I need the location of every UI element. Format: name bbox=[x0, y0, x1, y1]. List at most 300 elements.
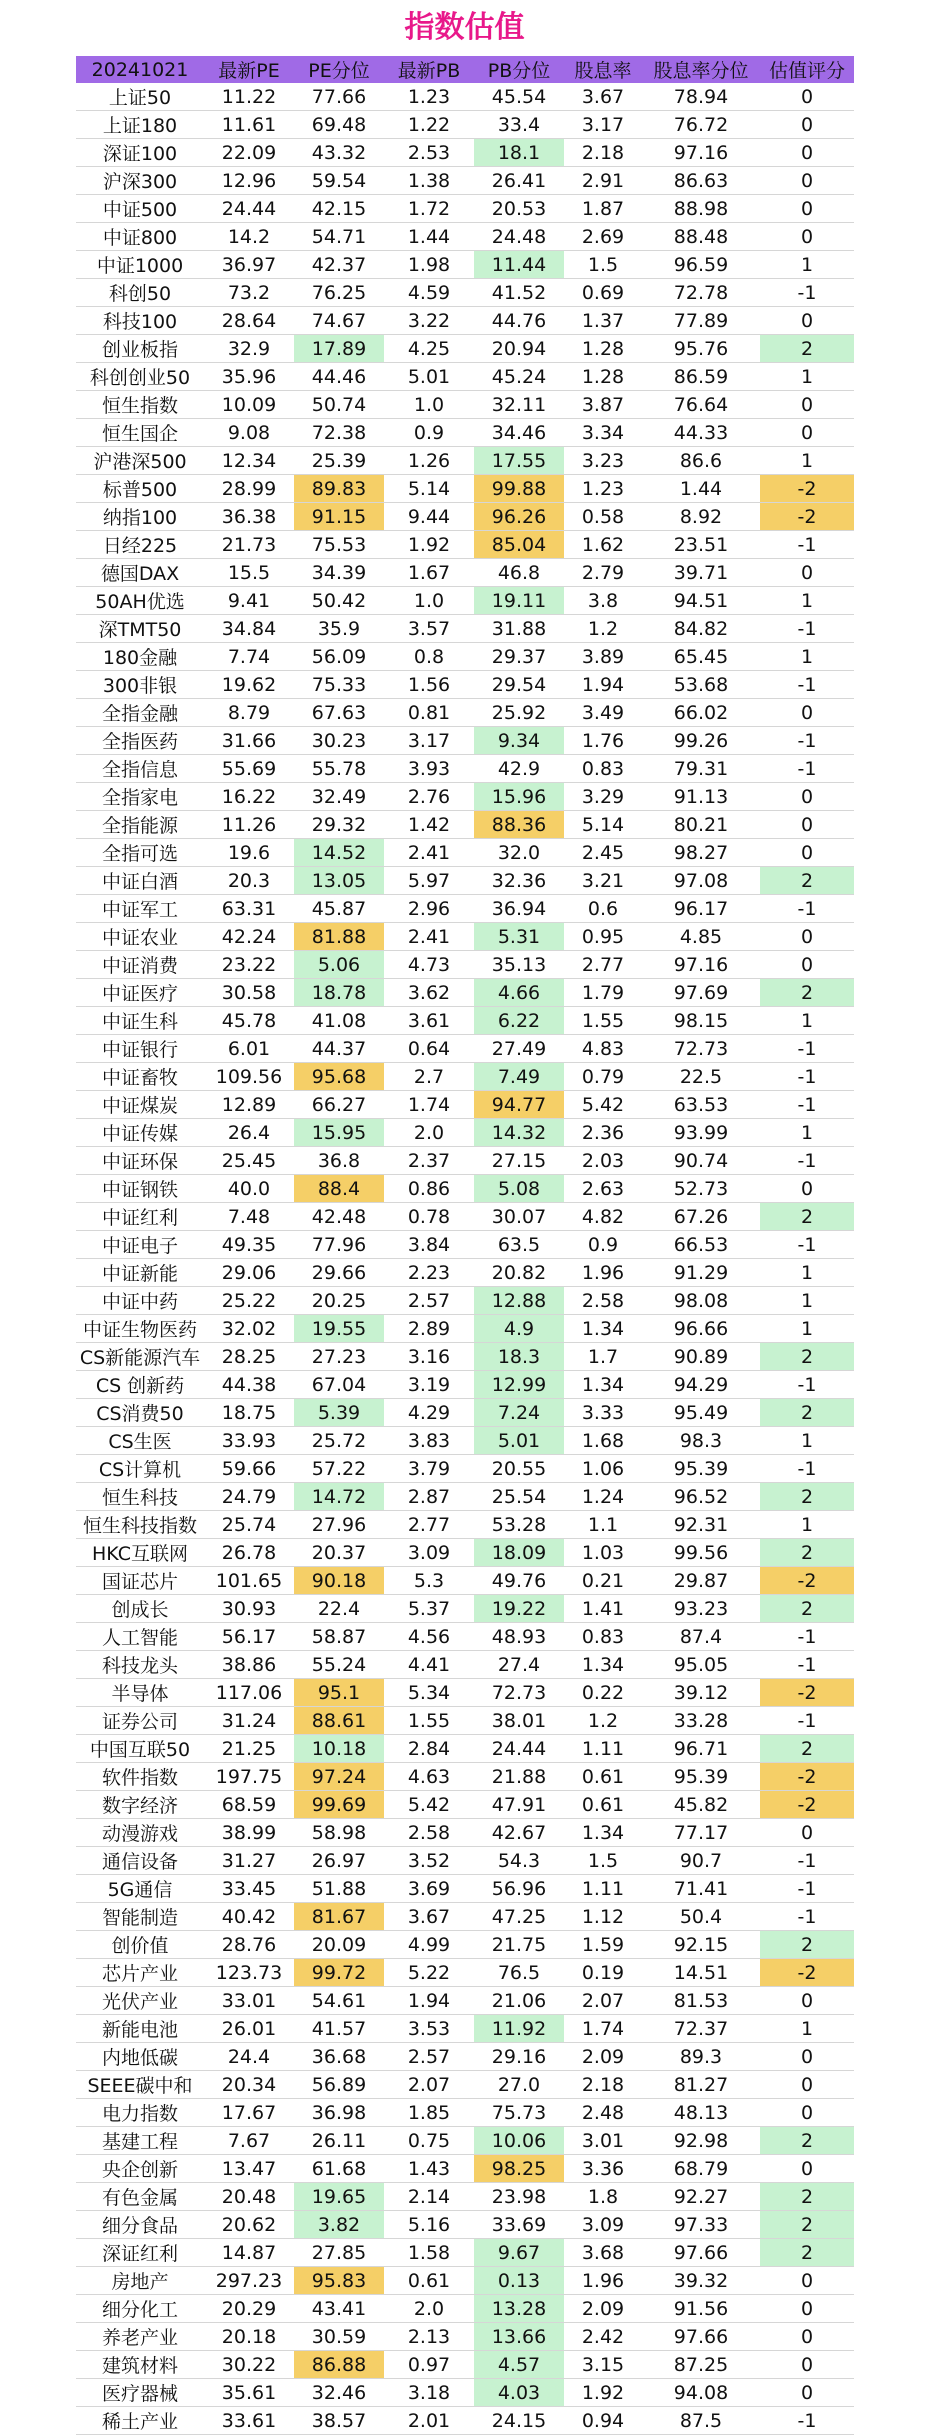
valuation-score-cell: 0 bbox=[800, 561, 814, 584]
pb-cell: 3.62 bbox=[407, 981, 451, 1004]
dividend-percentile-cell: 81.27 bbox=[673, 2073, 729, 2096]
pb-percentile-cell: 47.25 bbox=[491, 1905, 547, 1928]
valuation-score-cell: 1 bbox=[800, 1429, 814, 1452]
valuation-score-cell: -1 bbox=[797, 1905, 817, 1928]
dividend-percentile-cell: 33.28 bbox=[673, 1709, 729, 1732]
dividend-percentile-cell: 81.53 bbox=[673, 1989, 729, 2012]
pb-cell: 2.13 bbox=[407, 2325, 451, 2348]
pe-percentile-cell: 44.46 bbox=[311, 365, 367, 388]
pb-percentile-cell: 4.03 bbox=[474, 2379, 564, 2407]
index-name-cell: 科技100 bbox=[102, 311, 178, 333]
index-name-cell: 中证中药 bbox=[101, 1291, 178, 1313]
pb-percentile-cell: 99.88 bbox=[474, 475, 564, 503]
pe-percentile-cell: 55.78 bbox=[311, 757, 367, 780]
pb-percentile-cell: 23.98 bbox=[491, 2185, 547, 2208]
pe-cell: 40.0 bbox=[227, 1177, 271, 1200]
pb-percentile-cell: 0.13 bbox=[474, 2267, 564, 2295]
pb-percentile-cell: 14.32 bbox=[474, 1119, 564, 1147]
pe-cell: 15.5 bbox=[227, 561, 271, 584]
dividend-percentile-cell: 80.21 bbox=[673, 813, 729, 836]
dividend-percentile-cell: 78.94 bbox=[673, 85, 729, 108]
pe-percentile-cell: 77.66 bbox=[311, 85, 367, 108]
pe-percentile-cell: 75.33 bbox=[311, 673, 367, 696]
valuation-score-cell: -1 bbox=[797, 1065, 817, 1088]
dividend-yield-cell: 3.01 bbox=[581, 2129, 625, 2152]
pb-cell: 5.22 bbox=[407, 1961, 451, 1984]
pb-percentile-cell: 24.44 bbox=[491, 1737, 547, 1760]
pe-percentile-cell: 57.22 bbox=[311, 1457, 367, 1480]
pb-cell: 4.25 bbox=[407, 337, 451, 360]
pe-percentile-cell: 95.83 bbox=[294, 2267, 384, 2295]
dividend-percentile-cell: 44.33 bbox=[673, 421, 729, 444]
pe-cell: 63.31 bbox=[221, 897, 277, 920]
index-name-cell: 上证180 bbox=[102, 115, 178, 137]
pe-cell: 20.48 bbox=[221, 2185, 277, 2208]
dividend-percentile-cell: 86.63 bbox=[673, 169, 729, 192]
dividend-yield-cell: 4.82 bbox=[581, 1205, 625, 1228]
pe-percentile-cell: 32.49 bbox=[311, 785, 367, 808]
pe-percentile-cell: 30.23 bbox=[311, 729, 367, 752]
dividend-yield-cell: 2.09 bbox=[581, 2297, 625, 2320]
dividend-percentile-cell: 77.17 bbox=[673, 1821, 729, 1844]
pe-cell: 33.93 bbox=[221, 1429, 277, 1452]
pb-cell: 2.87 bbox=[407, 1485, 451, 1508]
pe-cell: 123.73 bbox=[215, 1961, 283, 1984]
index-name-cell: 养老产业 bbox=[101, 2327, 178, 2349]
pb-cell: 3.69 bbox=[407, 1877, 451, 1900]
pb-percentile-cell: 54.3 bbox=[497, 1849, 541, 1872]
dividend-percentile-cell: 96.71 bbox=[673, 1737, 729, 1760]
pe-percentile-cell: 42.48 bbox=[311, 1205, 367, 1228]
valuation-score-cell: 1 bbox=[800, 1317, 814, 1340]
dividend-percentile-cell: 72.73 bbox=[673, 1037, 729, 1060]
pb-percentile-cell: 27.49 bbox=[491, 1037, 547, 1060]
dividend-yield-cell: 3.87 bbox=[581, 393, 625, 416]
pb-percentile-cell: 7.49 bbox=[474, 1063, 564, 1091]
pe-percentile-cell: 54.71 bbox=[311, 225, 367, 248]
pe-percentile-cell: 41.08 bbox=[311, 1009, 367, 1032]
pb-cell: 1.74 bbox=[407, 1093, 451, 1116]
table-row bbox=[76, 2183, 854, 2211]
valuation-score-cell: -1 bbox=[797, 1653, 817, 1676]
dividend-yield-cell: 1.24 bbox=[581, 1485, 625, 1508]
pb-percentile-cell: 48.93 bbox=[491, 1625, 547, 1648]
dividend-percentile-cell: 52.73 bbox=[673, 1177, 729, 1200]
dividend-yield-cell: 3.67 bbox=[581, 85, 625, 108]
pb-percentile-cell: 94.77 bbox=[474, 1091, 564, 1119]
index-name-cell: 创业板指 bbox=[101, 339, 178, 361]
dividend-yield-cell: 0.58 bbox=[581, 505, 625, 528]
pe-percentile-cell: 42.37 bbox=[311, 253, 367, 276]
dividend-percentile-cell: 66.53 bbox=[673, 1233, 729, 1256]
valuation-score-cell: 1 bbox=[800, 2017, 814, 2040]
pb-cell: 4.59 bbox=[407, 281, 451, 304]
pe-percentile-cell: 30.59 bbox=[311, 2325, 367, 2348]
pb-cell: 3.79 bbox=[407, 1457, 451, 1480]
dividend-yield-cell: 1.11 bbox=[581, 1737, 625, 1760]
pb-percentile-cell: 25.54 bbox=[491, 1485, 547, 1508]
index-name-cell: 房地产 bbox=[111, 2271, 169, 2293]
table-row bbox=[76, 1147, 854, 1175]
valuation-score-cell: -2 bbox=[760, 1679, 854, 1707]
dividend-percentile-cell: 39.12 bbox=[673, 1681, 729, 1704]
table-row bbox=[76, 307, 854, 335]
dividend-yield-cell: 1.5 bbox=[587, 1849, 619, 1872]
pe-percentile-cell: 86.88 bbox=[294, 2351, 384, 2379]
pe-percentile-cell: 99.72 bbox=[294, 1959, 384, 1987]
dividend-yield-cell: 1.11 bbox=[581, 1877, 625, 1900]
valuation-score-cell: -2 bbox=[760, 1567, 854, 1595]
dividend-yield-cell: 1.76 bbox=[581, 729, 625, 752]
table-row bbox=[76, 1959, 854, 1987]
pe-cell: 31.66 bbox=[221, 729, 277, 752]
header-pe-percentile: PE分位 bbox=[294, 56, 384, 83]
pb-cell: 3.83 bbox=[407, 1429, 451, 1452]
table-row bbox=[76, 1259, 854, 1287]
index-name-cell: 沪深300 bbox=[102, 171, 178, 193]
valuation-score-cell: -1 bbox=[797, 1233, 817, 1256]
pb-cell: 2.07 bbox=[407, 2073, 451, 2096]
pb-cell: 0.86 bbox=[407, 1177, 451, 1200]
pe-percentile-cell: 66.27 bbox=[311, 1093, 367, 1116]
pb-percentile-cell: 18.09 bbox=[474, 1539, 564, 1567]
dividend-percentile-cell: 67.26 bbox=[673, 1205, 729, 1228]
table-row bbox=[76, 1343, 854, 1371]
pb-cell: 4.63 bbox=[407, 1765, 451, 1788]
table-row bbox=[76, 1287, 854, 1315]
index-name-cell: 科创创业50 bbox=[89, 367, 191, 389]
dividend-yield-cell: 2.36 bbox=[581, 1121, 625, 1144]
dividend-percentile-cell: 99.26 bbox=[673, 729, 729, 752]
pe-percentile-cell: 43.32 bbox=[311, 141, 367, 164]
pb-percentile-cell: 45.24 bbox=[491, 365, 547, 388]
index-name-cell: 中证军工 bbox=[101, 899, 178, 921]
pe-percentile-cell: 58.87 bbox=[311, 1625, 367, 1648]
table-row bbox=[76, 1875, 854, 1903]
table-row bbox=[76, 531, 854, 559]
index-name-cell: 50AH优选 bbox=[95, 591, 185, 613]
pe-cell: 28.64 bbox=[221, 309, 277, 332]
pb-percentile-cell: 5.08 bbox=[474, 1175, 564, 1203]
valuation-score-cell: 2 bbox=[760, 1735, 854, 1763]
dividend-percentile-cell: 86.6 bbox=[679, 449, 723, 472]
index-name-cell: 中证消费 bbox=[101, 955, 178, 977]
pe-cell: 32.02 bbox=[221, 1317, 277, 1340]
pb-cell: 0.81 bbox=[407, 701, 451, 724]
table-row bbox=[76, 1455, 854, 1483]
pe-percentile-cell: 56.89 bbox=[311, 2073, 367, 2096]
pb-cell: 1.43 bbox=[407, 2157, 451, 2180]
index-name-cell: 电力指数 bbox=[101, 2103, 178, 2125]
index-name-cell: 5G通信 bbox=[107, 1879, 173, 1901]
dividend-yield-cell: 0.21 bbox=[581, 1569, 625, 1592]
pe-percentile-cell: 88.61 bbox=[294, 1707, 384, 1735]
valuation-score-cell: -1 bbox=[797, 1625, 817, 1648]
dividend-yield-cell: 3.89 bbox=[581, 645, 625, 668]
pb-percentile-cell: 31.88 bbox=[491, 617, 547, 640]
dividend-percentile-cell: 94.29 bbox=[673, 1373, 729, 1396]
table-row bbox=[76, 755, 854, 783]
pe-cell: 9.41 bbox=[227, 589, 271, 612]
pe-cell: 20.62 bbox=[221, 2213, 277, 2236]
index-name-cell: 恒生国企 bbox=[101, 423, 178, 445]
valuation-score-cell: 0 bbox=[800, 225, 814, 248]
pe-percentile-cell: 55.24 bbox=[311, 1653, 367, 1676]
dividend-percentile-cell: 97.08 bbox=[673, 869, 729, 892]
pe-percentile-cell: 95.68 bbox=[294, 1063, 384, 1091]
dividend-percentile-cell: 50.4 bbox=[679, 1905, 723, 1928]
index-name-cell: 数字经济 bbox=[101, 1795, 178, 1817]
table-row bbox=[76, 111, 854, 139]
pe-cell: 42.24 bbox=[221, 925, 277, 948]
index-name-cell: 中证生物医药 bbox=[82, 1319, 197, 1341]
dividend-yield-cell: 3.34 bbox=[581, 421, 625, 444]
pe-percentile-cell: 41.57 bbox=[311, 2017, 367, 2040]
table-row bbox=[76, 1063, 854, 1091]
dividend-percentile-cell: 94.51 bbox=[673, 589, 729, 612]
pe-percentile-cell: 81.67 bbox=[294, 1903, 384, 1931]
dividend-percentile-cell: 8.92 bbox=[679, 505, 723, 528]
index-name-cell: 新能电池 bbox=[101, 2019, 178, 2041]
index-name-cell: 中证生科 bbox=[101, 1011, 178, 1033]
pe-percentile-cell: 27.85 bbox=[311, 2241, 367, 2264]
valuation-score-cell: -1 bbox=[797, 2409, 817, 2432]
pe-percentile-cell: 58.98 bbox=[311, 1821, 367, 1844]
dividend-percentile-cell: 87.5 bbox=[679, 2409, 723, 2432]
pb-cell: 2.14 bbox=[407, 2185, 451, 2208]
pe-percentile-cell: 89.83 bbox=[294, 475, 384, 503]
index-name-cell: 中证白酒 bbox=[101, 871, 178, 893]
pe-percentile-cell: 77.96 bbox=[311, 1233, 367, 1256]
index-name-cell: 中证500 bbox=[102, 199, 178, 221]
pe-percentile-cell: 22.4 bbox=[317, 1597, 361, 1620]
dividend-percentile-cell: 79.31 bbox=[673, 757, 729, 780]
dividend-percentile-cell: 95.39 bbox=[673, 1765, 729, 1788]
pb-percentile-cell: 32.0 bbox=[497, 841, 541, 864]
valuation-score-cell: 2 bbox=[760, 1539, 854, 1567]
index-name-cell: 标普500 bbox=[102, 479, 178, 501]
pb-percentile-cell: 35.13 bbox=[491, 953, 547, 976]
pe-cell: 25.22 bbox=[221, 1289, 277, 1312]
dividend-yield-cell: 3.29 bbox=[581, 785, 625, 808]
dividend-percentile-cell: 90.74 bbox=[673, 1149, 729, 1172]
table-row bbox=[76, 979, 854, 1007]
pe-cell: 19.6 bbox=[227, 841, 271, 864]
index-name-cell: CS新能源汽车 bbox=[79, 1347, 201, 1369]
table-row bbox=[76, 1735, 854, 1763]
pb-cell: 2.53 bbox=[407, 141, 451, 164]
index-name-cell: 创价值 bbox=[111, 1935, 169, 1957]
dividend-percentile-cell: 66.02 bbox=[673, 701, 729, 724]
index-name-cell: 证券公司 bbox=[101, 1711, 178, 1733]
valuation-score-cell: 0 bbox=[800, 2297, 814, 2320]
pe-percentile-cell: 27.23 bbox=[311, 1345, 367, 1368]
table-row bbox=[76, 923, 854, 951]
pb-percentile-cell: 53.28 bbox=[491, 1513, 547, 1536]
pe-cell: 24.79 bbox=[221, 1485, 277, 1508]
table-body bbox=[76, 83, 854, 2435]
pe-percentile-cell: 26.11 bbox=[311, 2129, 367, 2152]
dividend-percentile-cell: 63.53 bbox=[673, 1093, 729, 1116]
pb-percentile-cell: 9.67 bbox=[474, 2239, 564, 2267]
dividend-yield-cell: 4.83 bbox=[581, 1037, 625, 1060]
pb-cell: 4.29 bbox=[407, 1401, 451, 1424]
index-name-cell: HKC互联网 bbox=[92, 1543, 188, 1565]
table-row bbox=[76, 335, 854, 363]
pe-percentile-cell: 43.41 bbox=[311, 2297, 367, 2320]
valuation-score-cell: 1 bbox=[800, 1289, 814, 1312]
dividend-yield-cell: 0.6 bbox=[587, 897, 619, 920]
dividend-yield-cell: 1.96 bbox=[581, 2269, 625, 2292]
pe-cell: 30.22 bbox=[221, 2353, 277, 2376]
valuation-score-cell: 0 bbox=[800, 141, 814, 164]
pe-percentile-cell: 19.65 bbox=[294, 2183, 384, 2211]
pe-cell: 20.18 bbox=[221, 2325, 277, 2348]
pb-cell: 3.09 bbox=[407, 1541, 451, 1564]
dividend-percentile-cell: 23.51 bbox=[673, 533, 729, 556]
index-name-cell: 光伏产业 bbox=[101, 1991, 178, 2013]
dividend-yield-cell: 1.59 bbox=[581, 1933, 625, 1956]
pb-cell: 2.58 bbox=[407, 1821, 451, 1844]
pe-percentile-cell: 18.78 bbox=[294, 979, 384, 1007]
index-name-cell: 上证50 bbox=[108, 87, 172, 109]
pb-cell: 1.58 bbox=[407, 2241, 451, 2264]
dividend-yield-cell: 2.18 bbox=[581, 2073, 625, 2096]
pb-percentile-cell: 5.01 bbox=[474, 1427, 564, 1455]
table-row bbox=[76, 671, 854, 699]
valuation-score-cell: 0 bbox=[800, 925, 814, 948]
dividend-percentile-cell: 84.82 bbox=[673, 617, 729, 640]
pe-cell: 10.09 bbox=[221, 393, 277, 416]
dividend-percentile-cell: 14.51 bbox=[673, 1961, 729, 1984]
table-row bbox=[76, 83, 854, 111]
dividend-yield-cell: 1.34 bbox=[581, 1317, 625, 1340]
dividend-percentile-cell: 91.29 bbox=[673, 1261, 729, 1284]
valuation-score-cell: 0 bbox=[800, 1989, 814, 2012]
pb-cell: 1.72 bbox=[407, 197, 451, 220]
pe-cell: 21.73 bbox=[221, 533, 277, 556]
table-row bbox=[76, 475, 854, 503]
pb-cell: 2.37 bbox=[407, 1149, 451, 1172]
valuation-score-cell: 1 bbox=[800, 1121, 814, 1144]
pb-percentile-cell: 29.54 bbox=[491, 673, 547, 696]
pb-cell: 3.53 bbox=[407, 2017, 451, 2040]
pe-percentile-cell: 15.95 bbox=[294, 1119, 384, 1147]
pe-percentile-cell: 14.72 bbox=[294, 1483, 384, 1511]
pe-cell: 68.59 bbox=[221, 1793, 277, 1816]
pe-cell: 35.96 bbox=[221, 365, 277, 388]
table-row bbox=[76, 279, 854, 307]
index-name-cell: CS消费50 bbox=[96, 1403, 184, 1425]
dividend-yield-cell: 2.58 bbox=[581, 1289, 625, 1312]
dividend-yield-cell: 1.23 bbox=[581, 477, 625, 500]
page-title: 指数估值 bbox=[404, 10, 525, 45]
table-row bbox=[76, 1903, 854, 1931]
dividend-percentile-cell: 71.41 bbox=[673, 1877, 729, 1900]
pe-percentile-cell: 38.57 bbox=[311, 2409, 367, 2432]
valuation-score-cell: 0 bbox=[800, 785, 814, 808]
valuation-score-cell: -1 bbox=[797, 1709, 817, 1732]
dividend-percentile-cell: 98.3 bbox=[679, 1429, 723, 1452]
table-row bbox=[76, 1623, 854, 1651]
table-row bbox=[76, 1315, 854, 1343]
table-row bbox=[76, 1651, 854, 1679]
pb-cell: 4.73 bbox=[407, 953, 451, 976]
table-row bbox=[76, 811, 854, 839]
dividend-yield-cell: 2.79 bbox=[581, 561, 625, 584]
index-name-cell: 中国互联50 bbox=[89, 1739, 191, 1761]
index-name-cell: 日经225 bbox=[102, 535, 178, 557]
dividend-percentile-cell: 92.98 bbox=[673, 2129, 729, 2152]
pe-cell: 30.93 bbox=[221, 1597, 277, 1620]
table-row bbox=[76, 363, 854, 391]
valuation-score-cell: -1 bbox=[797, 1093, 817, 1116]
valuation-score-cell: 2 bbox=[760, 1203, 854, 1231]
pe-percentile-cell: 51.88 bbox=[311, 1877, 367, 1900]
pe-percentile-cell: 88.4 bbox=[294, 1175, 384, 1203]
dividend-percentile-cell: 68.79 bbox=[673, 2157, 729, 2180]
pe-percentile-cell: 50.74 bbox=[311, 393, 367, 416]
dividend-yield-cell: 0.95 bbox=[581, 925, 625, 948]
table-row bbox=[76, 447, 854, 475]
index-name-cell: 半导体 bbox=[111, 1683, 169, 1705]
index-name-cell: 中证钢铁 bbox=[101, 1179, 178, 1201]
dividend-percentile-cell: 91.56 bbox=[673, 2297, 729, 2320]
valuation-score-cell: 1 bbox=[800, 1513, 814, 1536]
pe-percentile-cell: 91.15 bbox=[294, 503, 384, 531]
table-row bbox=[76, 559, 854, 587]
pb-percentile-cell: 19.22 bbox=[474, 1595, 564, 1623]
pb-percentile-cell: 88.36 bbox=[474, 811, 564, 839]
pb-cell: 1.23 bbox=[407, 85, 451, 108]
valuation-score-cell: 0 bbox=[800, 393, 814, 416]
index-name-cell: 细分化工 bbox=[101, 2299, 178, 2321]
valuation-score-cell: -2 bbox=[760, 1959, 854, 1987]
pe-cell: 33.61 bbox=[221, 2409, 277, 2432]
dividend-percentile-cell: 97.66 bbox=[673, 2325, 729, 2348]
valuation-score-cell: -1 bbox=[797, 673, 817, 696]
pb-cell: 3.52 bbox=[407, 1849, 451, 1872]
pb-percentile-cell: 7.24 bbox=[474, 1399, 564, 1427]
index-name-cell: 全指信息 bbox=[101, 759, 178, 781]
dividend-percentile-cell: 87.4 bbox=[679, 1625, 723, 1648]
pb-cell: 0.97 bbox=[407, 2353, 451, 2376]
index-name-cell: 全指金融 bbox=[101, 703, 178, 725]
index-name-cell: 建筑材料 bbox=[101, 2355, 178, 2377]
pe-percentile-cell: 32.46 bbox=[311, 2381, 367, 2404]
pb-cell: 0.9 bbox=[413, 421, 445, 444]
dividend-yield-cell: 1.2 bbox=[587, 617, 619, 640]
dividend-percentile-cell: 89.3 bbox=[679, 2045, 723, 2068]
pb-cell: 3.93 bbox=[407, 757, 451, 780]
dividend-yield-cell: 0.22 bbox=[581, 1681, 625, 1704]
dividend-yield-cell: 1.1 bbox=[587, 1513, 619, 1536]
pe-percentile-cell: 54.61 bbox=[311, 1989, 367, 2012]
pe-percentile-cell: 25.72 bbox=[311, 1429, 367, 1452]
table-row bbox=[76, 643, 854, 671]
pb-percentile-cell: 4.66 bbox=[474, 979, 564, 1007]
dividend-percentile-cell: 87.25 bbox=[673, 2353, 729, 2376]
dividend-percentile-cell: 95.76 bbox=[673, 337, 729, 360]
dividend-yield-cell: 3.09 bbox=[581, 2213, 625, 2236]
index-name-cell: 科创50 bbox=[108, 283, 172, 305]
pb-cell: 2.84 bbox=[407, 1737, 451, 1760]
table-row bbox=[76, 1819, 854, 1847]
pe-percentile-cell: 13.05 bbox=[294, 867, 384, 895]
dividend-yield-cell: 1.41 bbox=[581, 1597, 625, 1620]
pb-cell: 3.17 bbox=[407, 729, 451, 752]
pe-percentile-cell: 75.53 bbox=[311, 533, 367, 556]
